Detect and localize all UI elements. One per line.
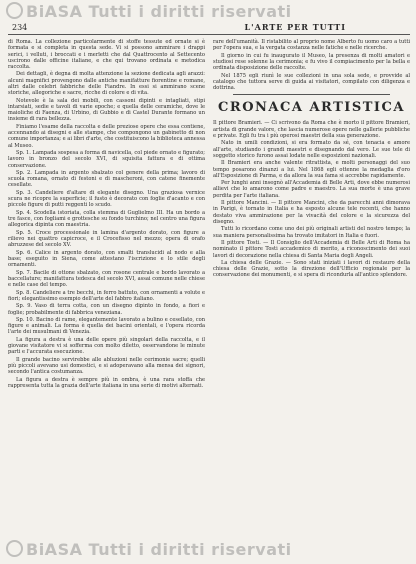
paragraph: Tutti lo ricordano come uno dei più originali artisti del nostro tempo; la sua maniera personalissima ha trovato imitatori in Italia e fuori.: [213, 226, 410, 239]
paragraph: Notevole è la sala dei mobili, con cassoni dipinti e intagliati, stipi intarsiati, sedie e tavoli di varie epoche; e quella delle ceramiche, dove le maioliche di Faenza, di Urbino, di Gubbio e di Castel Durante formano un insieme di rara bellezza.: [8, 97, 205, 123]
paragraph: Sp. 6. Calice in argento dorato, con smalti translucidi al nodo e alla base; eseguito in Siena, come attestano l'iscrizione e lo stile degli ornamenti.: [8, 249, 205, 269]
paragraph: Il pittore Tosti. — Il Consiglio dell'Accademia di Belle Arti di Roma ha nominato il pittore Tosti accademico di merito, a riconoscimento dei suoi lavori di decorazione nella chiesa di Santa Maria degli Angeli.: [213, 240, 410, 259]
paragraph: Sp. 10. Bacino di rame, elegantemente lavorato a bulino e cesellato, con figure e animali. La forma è quella dei bacini orientali, e l'opera ricorda l'arte dei musulmani di Venezia.: [8, 316, 205, 336]
paragraph: Il pittore Mancini. — Il pittore Mancini, che da parecchi anni dimorava in Parigi, è tornato in Italia e ha esposto alcune tele recenti, che hanno destato viva ammirazione per la vivacità del colore e la sicurezza del disegno.: [213, 200, 410, 225]
paragraph: La figura a destra è sempre più in ombra, è una rara stoffa che rappresenta tutta la grazia dell'arte italiana in una serie di motivi alternati.: [8, 376, 205, 389]
right-column: [213, 39, 410, 390]
page-number: 234: [12, 23, 28, 32]
watermark-text: BiASA Tutti i diritti riservati: [26, 2, 292, 21]
paragraph: La chiesa delle Grazie. — Sono stati iniziati i lavori di restauro della chiesa delle Grazie, sotto la direzione dell'Ufficio regionale per la conservazione dei monumenti, e si spera di ricondurla all'antico splendore.: [213, 259, 410, 279]
paragraph: Il pittore Bramieri. — Ci scrivono da Roma che è morto il pittore Bramieri, artista di grande valore, che lascia numerose opere nelle gallerie pubbliche e private. Egli fu tra i più operosi maestri della sua generazione.: [213, 120, 410, 139]
paragraph: Sp. 5. Croce processionale in lamina d'argento dorato, con figure a rilievo nei quattro capicroce, e il Crocefisso nel mezzo; opera di orafo abruzzese del secolo XV.: [8, 229, 205, 249]
watermark-bottom: [6, 540, 292, 559]
right-column-bottom: [213, 120, 410, 278]
paragraph: Nel 1875 egli riunì le sue collezioni in una sola sede, e provvide al catalogo che tuttora serve di guida ai visitatori, compilato con diligenza e dottrina.: [213, 72, 410, 92]
section-rule: [233, 94, 390, 95]
paragraph: Sp. 8. Candeliere a tre becchi, in ferro battuto, con ornamenti a volute e fiori; elegantissimo esempio dell'arte del fabbro italiano.: [8, 289, 205, 302]
watermark-logo-icon: [6, 2, 23, 19]
paragraph: Dei dettagli, è degna di molta attenzione la sezione dedicata agli arazzi: alcuni magnifici provengono dalle antiche manifatture fiorentine e romane, altri dalle celebri fabbriche delle Fiandre. In essi si ammirano scene storiche, allegoriche e sacre, ricche di colore e di vita.: [8, 71, 205, 97]
right-column-top: [213, 39, 410, 91]
running-title: L'ARTE PER TUTTI: [244, 22, 346, 32]
paragraph: Per lunghi anni insegnò all'Accademia di Belle Arti, dove ebbe numerosi allievi che lo amarono come padre e maestro. La sua morte è una grave perdita per l'arte italiana.: [213, 180, 410, 199]
left-column: [8, 39, 205, 390]
paragraph: Il Bramieri era anche valente ritrattista, e molti personaggi del suo tempo posarono dinanzi a lui. Nel 1868 egli ottenne la medaglia d'oro all'Esposizione di Parma, e da allora la sua fama si accrebbe rapidamente.: [213, 160, 410, 179]
section-title: CRONACA ARTISTICA: [218, 100, 405, 116]
watermark-text: BiASA Tutti i diritti riservati: [26, 540, 292, 559]
paragraph: Sp. 4. Scodella istoriata, colla stemma di Guglielmo III. Ha un bordo a tre fasce, con fogliami e grottesche su fondo turchino; nel centro una figura allegorica dipinta con maestria.: [8, 209, 205, 229]
paragraph: Sp. 9. Vaso di terra cotta, con un disegno dipinto in fondo, a fiori e foglie; probabilmente di fabbrica veneziana.: [8, 303, 205, 316]
watermark-logo-icon: [6, 540, 23, 557]
paragraph: Sp. 3. Candeliere d'altare di elegante disegno. Una graziosa vernice scura ne ricopre la superficie; il fusto è decorato con foglie d'acanto e con piccole figure di putti reggenti lo scudo.: [8, 189, 205, 209]
paragraph: Finiamo l'esame della raccolta e delle preziose opere che essa contiene, accennando ai disegni e alle stampe, che compongono un gabinetto di non comune importanza; e ai libri d'arte, che costituiscono la biblioteca annessa al Museo.: [8, 123, 205, 149]
text-columns: [8, 35, 410, 390]
paragraph: rare dell'umanità. Il ristabilito al proprio nome Alberto fu uomo caro a tutti per l'opera sua, e la vergata costanza nelle fatiche e nelle ricerche.: [213, 39, 410, 52]
paragraph: Il giorno in cui fu inaugurato il Museo, la presenza di molti amatori e studiosi rese solenne la cerimonia; e fu vivo il compiacimento per la bella e ordinata disposizione delle raccolte.: [213, 52, 410, 72]
paragraph: Sp. 7. Bacile di ottone sbalzato, con rosone centrale e bordo lavorato a baccellature; manifattura tedesca del secolo XVI, assai comune nelle chiese e nelle case del tempo.: [8, 269, 205, 289]
paragraph: Sp. 1. Lampada sospesa a forma di navicella, col piede ornato e figurato; lavoro in bronzo del secolo XVI, di squisita fattura e di ottima conservazione.: [8, 150, 205, 169]
watermark-top: [6, 2, 292, 21]
paragraph: La figura a destra è una delle opere più singolari della raccolta, e il giovane visitatore vi si sofferma con molto diletto, osservandone le minute parti e l'accurata esecuzione.: [8, 336, 205, 356]
paragraph: Nato in umili condizioni, si era formato da sé, con tenacia e amore all'arte, studiando i grandi maestri e disegnando dal vero. Le sue tele di soggetto storico furono assai lodate nelle esposizioni nazionali.: [213, 140, 410, 159]
paragraph: di Roma. La collezione particolarmente di stoffe tessute ed ornate si è formata e si completa in questa sede. Vi si possono ammirare i drappi serici, i velluti, i broccati e i merletti che dal Quattrocento al Settecento uscirono dalle officine italiane, e che qui trovano ordinata e metodica raccolta.: [8, 39, 205, 70]
paragraph: Il grande bacino servirebbe alle abluzioni nelle cerimonie sacre; quelli più piccoli avevano usi domestici, e si adoperavano alla mensa dei signori, secondo l'antica costumanza.: [8, 356, 205, 376]
paragraph: Sp. 2. Lampada in argento sbalzato col genere della prima; lavoro di scuola romana, ornato di festoni e di mascheroni, con catene finemente cesellate.: [8, 169, 205, 189]
